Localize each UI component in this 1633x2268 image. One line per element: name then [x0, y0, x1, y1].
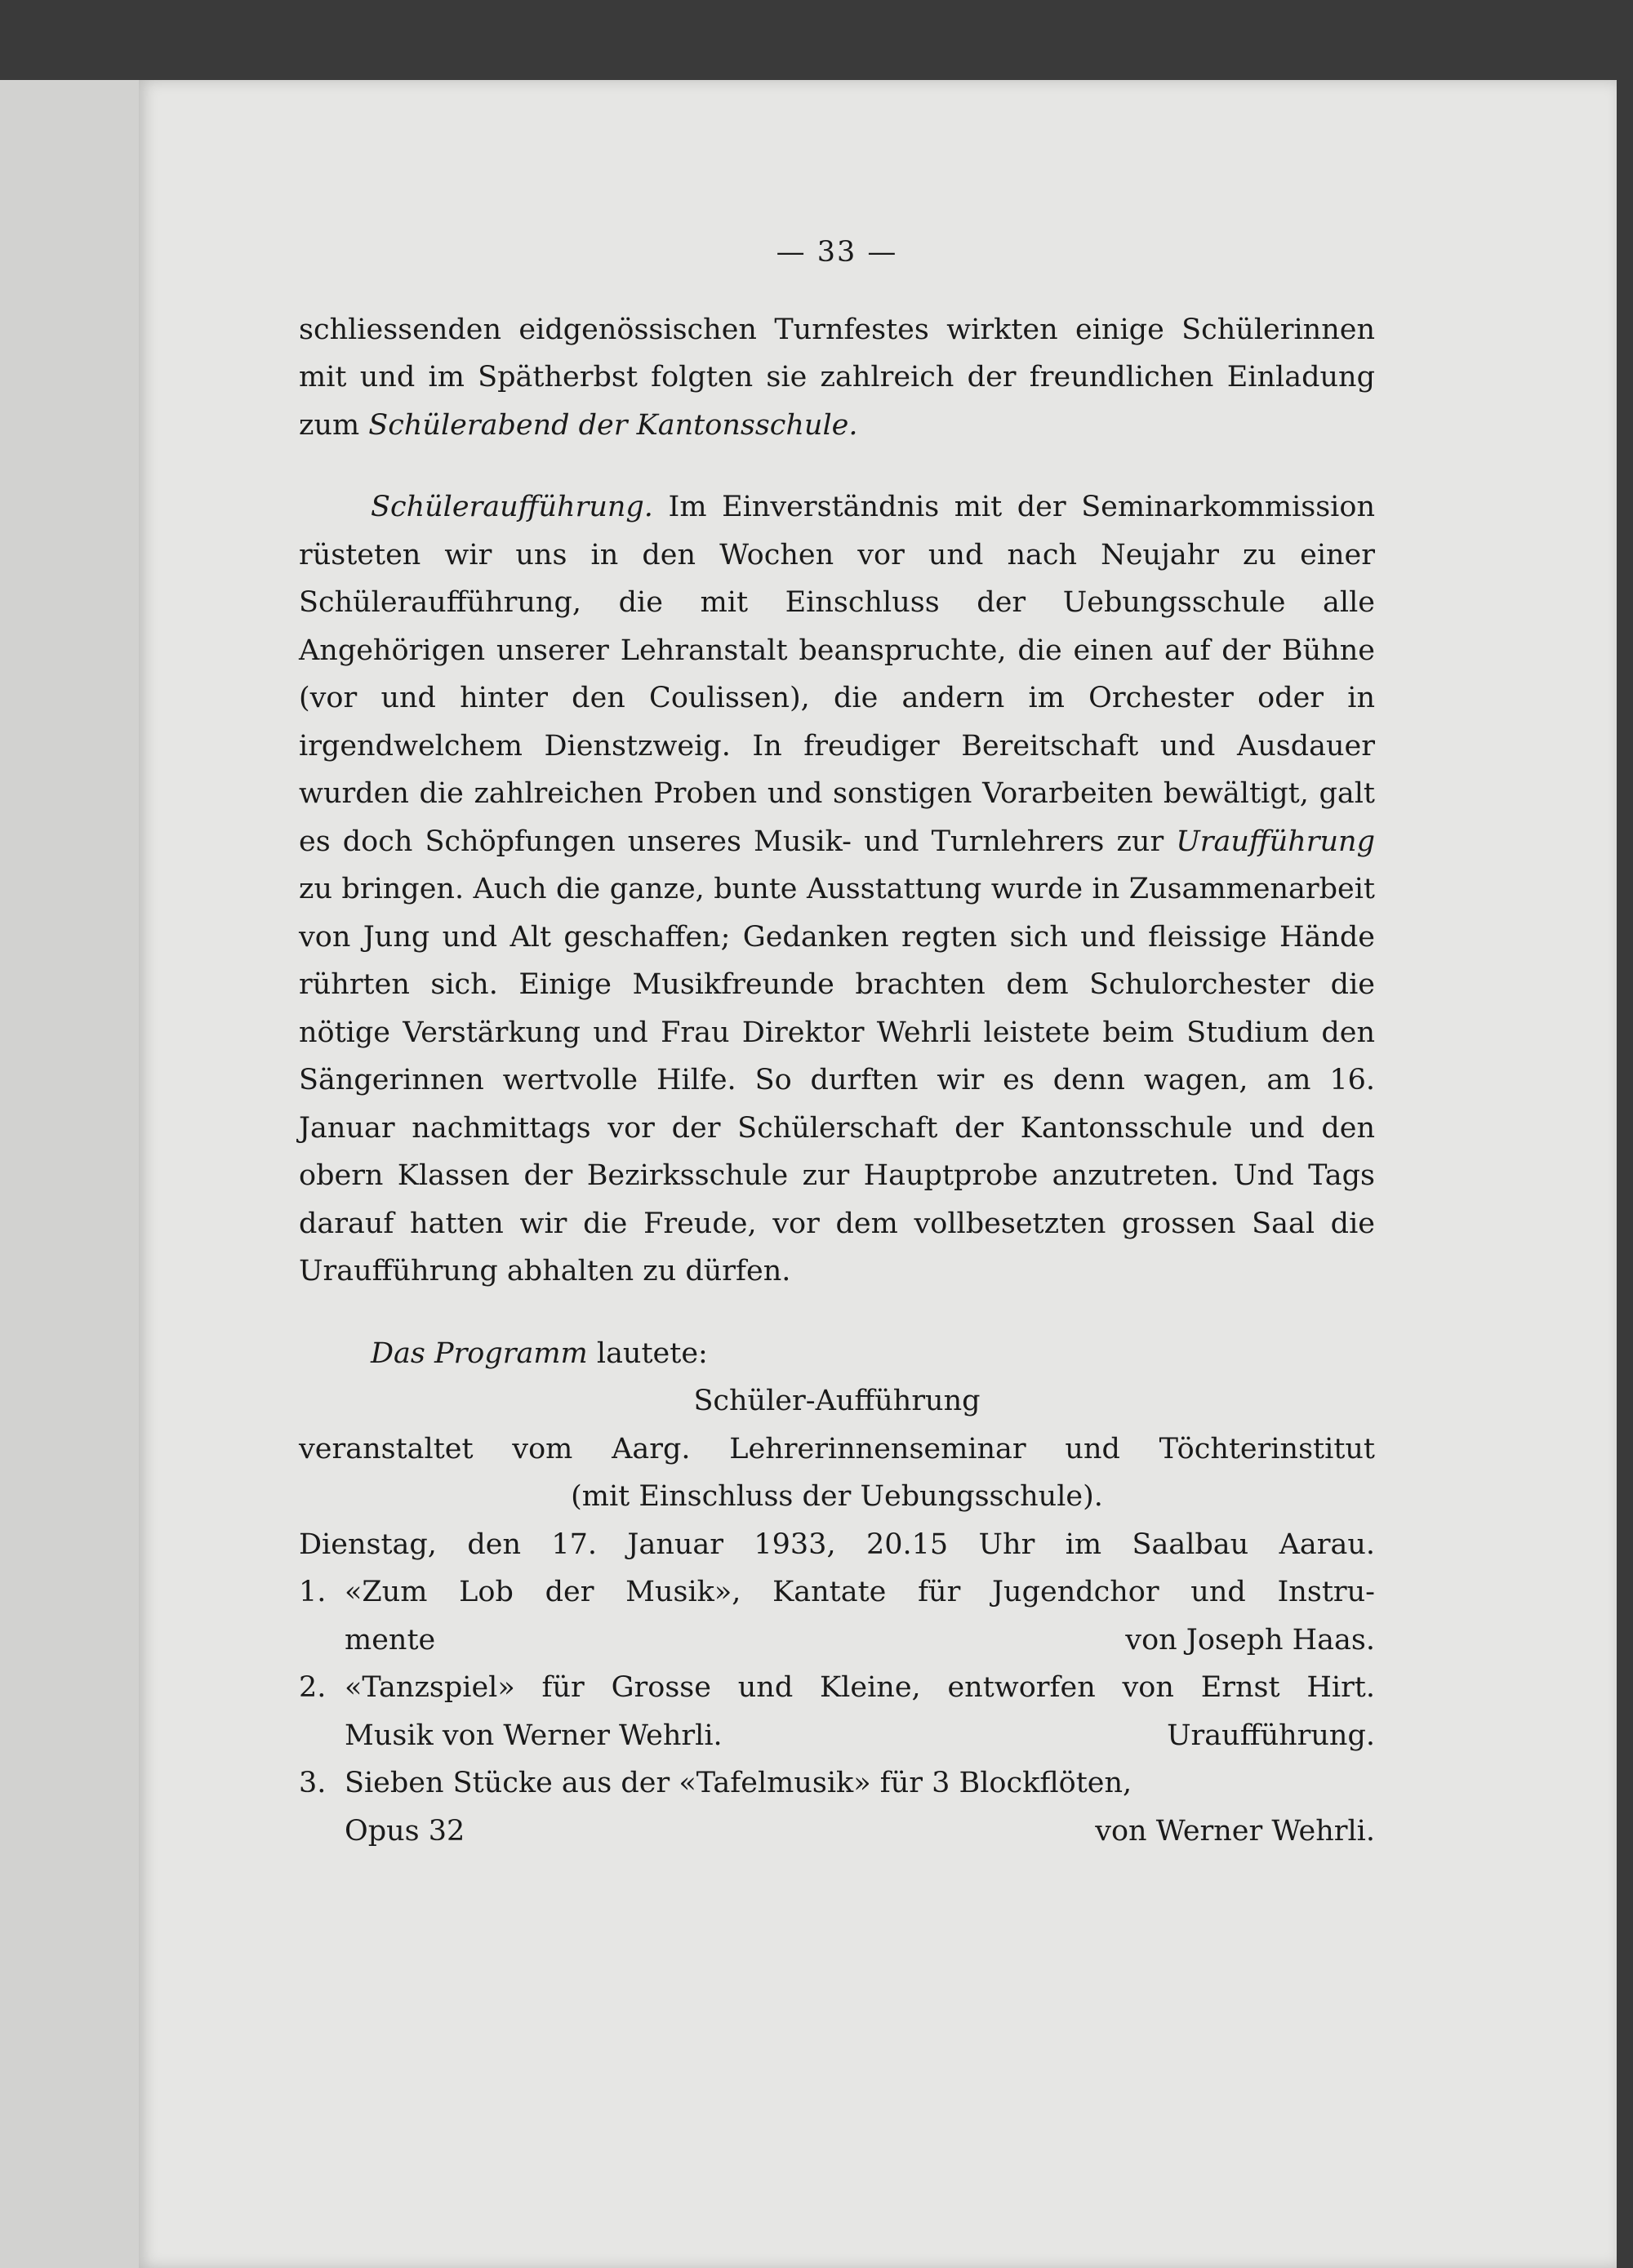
- program-intro-emph: Das Programm: [371, 1336, 588, 1370]
- emphasis-text: Schülerabend der Kantonsschule.: [368, 408, 858, 442]
- program-item-title: «Zum Lob der Musik», Kantate für Jugendchor und Instru-: [345, 1576, 1375, 1608]
- program-item: [299, 1664, 1375, 1759]
- program-item: [299, 1759, 1375, 1855]
- program-item-credit: von Werner Wehrli.: [1095, 1814, 1375, 1848]
- program-organizer-note: (mit Einschluss der Uebungsschule).: [571, 1480, 1103, 1513]
- paragraph-text: Im Einverständnis mit der Seminarkommission rüsteten wir uns in den Wochen vor und nach Neujahr zu einer Schüleraufführung, die mit Einschluss der Uebungsschule alle Angehörigen unserer Lehranstalt beanspruchte, die einen auf der Bühne (vor und hinter den Coulissen), die andern im Orchester oder in irgendwelchem Dienstzweig. In freudiger Bereitschaft und Ausdauer wurden die zahlreichen Proben und sonstigen Vorarbeiten bewältigt, galt es doch Schöpfungen unseres Musik- und Turnlehrers zur: [299, 491, 1375, 858]
- book-page: [139, 80, 1617, 2268]
- program-item-number: 3.: [299, 1767, 327, 1799]
- page-number: — 33 —: [776, 236, 898, 269]
- previous-page-edge: [0, 80, 143, 2268]
- program-item-title: «Tanzspiel» für Grosse und Kleine, entworfen von Ernst Hirt.: [345, 1671, 1375, 1704]
- paragraph-continuation: [299, 306, 1375, 450]
- program-item: [299, 1568, 1375, 1664]
- program-item-detail: Musik von Werner Wehrli.: [345, 1719, 723, 1752]
- program-item-credit: Uraufführung.: [1167, 1719, 1375, 1752]
- page-content: [299, 229, 1375, 1855]
- program-item-title: Sieben Stücke aus der «Tafelmusik» für 3 Blockflöten,: [345, 1767, 1132, 1799]
- program-item-credit: von Joseph Haas.: [1125, 1623, 1375, 1657]
- emphasis-text: Uraufführung: [1176, 825, 1375, 858]
- program-date: Dienstag, den 17. Januar 1933, 20.15 Uhr im Saalbau Aarau.: [299, 1528, 1375, 1561]
- paragraph-schuelerauffuehrung: [299, 483, 1375, 1296]
- program-title: Schüler-Aufführung: [693, 1385, 981, 1417]
- paragraph-text: zu bringen. Auch die ganze, bunte Ausstattung wurde in Zusammenarbeit von Jung und Alt geschaffen; Gedanken regten sich und fleissige Hände rührten sich. Einige Musikfreunde brachten dem Schulorchester die nötige Verstärkung und Frau Direktor Wehrli leistete beim Studium den Sängerinnen wertvolle Hilfe. So durften wir es denn wagen, am 16. Januar nachmittags vor der Schülerschaft der Kantonsschule und den obern Klassen der Bezirksschule zur Hauptprobe anzutreten. Und Tags darauf hatten wir die Freude, vor dem vollbesetzten grossen Saal die Uraufführung abhalten zu dürfen.: [299, 873, 1375, 1287]
- program-intro-rest: lautete:: [587, 1336, 708, 1370]
- paragraph-text: schliessenden eidgenössischen Turnfestes wirkten einige Schülerinnen mit und im Spätherbst folgten sie zahlreich der freundlichen Einladung zum: [299, 313, 1375, 442]
- program-organizer: veranstaltet vom Aarg. Lehrerinnenseminar und Töchterinstitut: [299, 1432, 1375, 1465]
- program-item-number: 2.: [299, 1671, 327, 1704]
- program-intro: [299, 1330, 1375, 1378]
- section-lead: Schüleraufführung.: [371, 491, 653, 523]
- program-item-detail: mente: [345, 1623, 436, 1657]
- program-item-detail: Opus 32: [345, 1814, 465, 1848]
- program-item-number: 1.: [299, 1576, 327, 1608]
